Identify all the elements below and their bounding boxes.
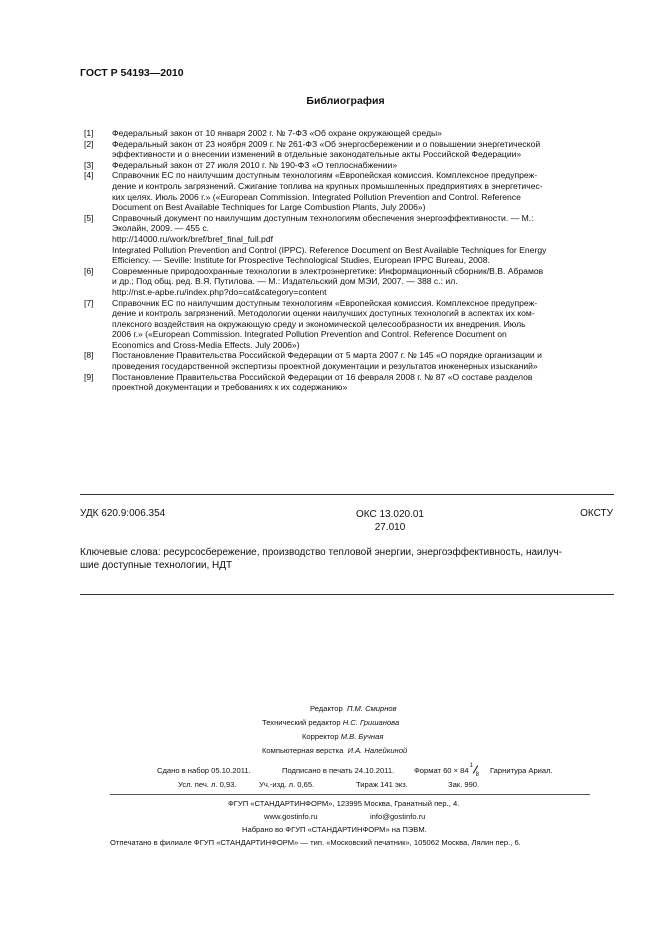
bibliography-entry: [84, 139, 614, 160]
entry-number: [2]: [84, 138, 94, 149]
entry-number: [7]: [84, 297, 94, 308]
entry-line: 2006 г.» («European Commission. Integrated Pollution Prevention and Control. Reference Document on: [112, 329, 507, 340]
entry-line: Справочный документ по наилучшим доступным технологиям обеспечения энергоэффективности. — М.:: [112, 212, 534, 223]
entry-number: [5]: [84, 212, 94, 223]
entry-line: дение и контроль загрязнений. Сжигание топлива на крупных промышленных предприятиях в энергетичес-: [112, 180, 543, 191]
entry-number: [1]: [84, 128, 94, 138]
entry-line: проведения государственной экспертизы проектной документации и результатов инженерных изысканий»: [112, 361, 538, 372]
bibliography-entry: [84, 128, 614, 139]
entry-text: [112, 139, 614, 160]
entry-text: [112, 170, 614, 212]
bottom-divider: [80, 594, 614, 595]
bibliography-entry: [84, 350, 614, 371]
entry-line: Федеральный закон от 27 июля 2010 г. № 190-ФЗ «О теплоснабжении»: [112, 159, 398, 170]
bibliography-entry: [84, 170, 614, 212]
email-link[interactable]: info@gostinfo.ru: [370, 812, 426, 821]
publication-sheets: Уч.-изд. л. 0,65.: [259, 780, 315, 789]
bibliography-entry: [84, 266, 614, 298]
entry-line: Современные природоохранные технологии в электроэнергетике: Информационный сборник/В.В. Абрамов: [112, 265, 544, 276]
entry-line: проектной документации и требованиях к их содержанию»: [112, 382, 348, 393]
entry-text: [112, 266, 614, 298]
entry-line: и др.; Под общ. ред. В.Я. Путилова. — М.: Издательский дом МЭИ, 2007. — 388 с.: ил.: [112, 276, 458, 287]
entry-number: [8]: [84, 350, 94, 361]
bibliography-entry: [84, 298, 614, 351]
entry-text: [112, 128, 614, 139]
signed-date: Подписано в печать 24.10.2011.: [282, 766, 395, 775]
oks-code: ОКС 13.020.01 27.010: [356, 509, 424, 533]
okstu-code: ОКСТУ: [580, 508, 613, 519]
document-code: ГОСТ Р 54193—2010: [80, 67, 184, 79]
typeset-place: Набрано во ФГУП «СТАНДАРТИНФОРМ» на ПЭВМ.: [242, 825, 427, 834]
entry-line: Справочник ЕС по наилучшим доступным технологиям «Европейская комиссия. Комплексное предупреж-: [112, 170, 538, 181]
bibliography-entry: [84, 213, 614, 266]
editor-line: Редактор П.М. Смирнов: [310, 704, 397, 713]
entry-line: плексного воздействия на окружающую среду и экономической целесообразности их внедрения. Июль: [112, 318, 526, 329]
entry-line: http://14000.ru/work/bref/bref_final_full.pdf: [112, 233, 273, 244]
entry-line: Постановление Правительства Российской Федерации от 16 февраля 2008 г. № 87 «О составе разделов: [112, 371, 533, 382]
entry-number: [3]: [84, 159, 94, 170]
tech-editor-line: Технический редактор Н.С. Гришанова: [262, 718, 400, 727]
bibliography-entry: [84, 372, 614, 393]
top-divider: [80, 494, 614, 495]
entry-line: Economics and Cross-Media Effects. July 2006»): [112, 339, 300, 350]
publisher-address: ФГУП «СТАНДАРТИНФОРМ», 123995 Москва, Гранатный пер., 4.: [228, 799, 460, 808]
bibliography-title: Библиография: [306, 95, 385, 107]
corrector-line: Корректор М.В. Бучная: [302, 732, 384, 741]
entry-number: [4]: [84, 170, 94, 181]
udc-code: УДК 620.9:006.354: [80, 508, 166, 519]
entry-line: Document on Best Available Techniques for Large Combustion Plants, July 2006»): [112, 202, 426, 213]
font-info: Гарнитура Ариал.: [490, 766, 553, 775]
entry-text: [112, 372, 614, 393]
bibliography-list: [84, 128, 614, 393]
entry-text: [112, 350, 614, 371]
entry-line: ких целях. Июль 2006 г.» («European Commission. Integrated Pollution Prevention and Control. Reference: [112, 191, 521, 202]
entry-line: Федеральный закон от 10 января 2002 г. № 7-ФЗ «Об охране окружающей среды»: [112, 128, 442, 138]
entry-line: Integrated Pollution Prevention and Control (IPPC). Reference Document on Best Available Techniques for Energy: [112, 244, 547, 255]
entry-text: [112, 213, 614, 266]
entry-number: [6]: [84, 265, 94, 276]
entry-text: [112, 160, 614, 171]
entry-line: Федеральный закон от 23 ноября 2009 г. № 261-ФЗ «Об энергосбережении и о повышении энергетической: [112, 138, 541, 149]
imprint-divider: [110, 794, 590, 795]
print-run: Тираж 141 экз.: [356, 780, 408, 789]
typeset-date: Сдано в набор 05.10.2011.: [157, 766, 251, 775]
entry-number: [9]: [84, 371, 94, 382]
format: Формат 60 × 84 1 8: [414, 763, 479, 778]
entry-line: Efficiency. — Seville: Institute for Prospective Technological Studies, European IPPC Bureau, 2008.: [112, 255, 490, 266]
printing-house: Отпечатано в филиале ФГУП «СТАНДАРТИНФОРМ» — тип. «Московский печатник», 105062 Москва, Лялин пер., 6.: [110, 838, 521, 847]
entry-line: Эколайн, 2009. — 455 с.: [112, 223, 210, 234]
entry-line: http://nst.e-apbe.ru/index.php?do=cat&category=content: [112, 286, 327, 297]
entry-line: Постановление Правительства Российской Федерации от 5 марта 2007 г. № 145 «О порядке организации и: [112, 350, 542, 361]
website-link[interactable]: www.gostinfo.ru: [264, 812, 318, 821]
entry-line: эффективности и о внесении изменений в отдельные законодательные акты Российской Федерации»: [112, 149, 522, 160]
order-number: Зак. 990.: [448, 780, 480, 789]
entry-line: дение и контроль загрязнений. Методологии оценки наилучших доступных технологий в аспектах их ком-: [112, 308, 535, 319]
entry-text: [112, 298, 614, 351]
bibliography-entry: [84, 160, 614, 171]
keywords: Ключевые слова: ресурсосбережение, производство тепловой энергии, энергоэффективность, наилуч- шие доступные технологии, НДТ: [80, 547, 562, 571]
layout-line: Компьютерная верстка И.А. Налейкиной: [262, 746, 408, 755]
print-sheets: Усл. печ. л. 0,93.: [178, 780, 237, 789]
entry-line: Справочник ЕС по наилучшим доступным технологиям «Европейская комиссия. Комплексное предупреж-: [112, 297, 538, 308]
